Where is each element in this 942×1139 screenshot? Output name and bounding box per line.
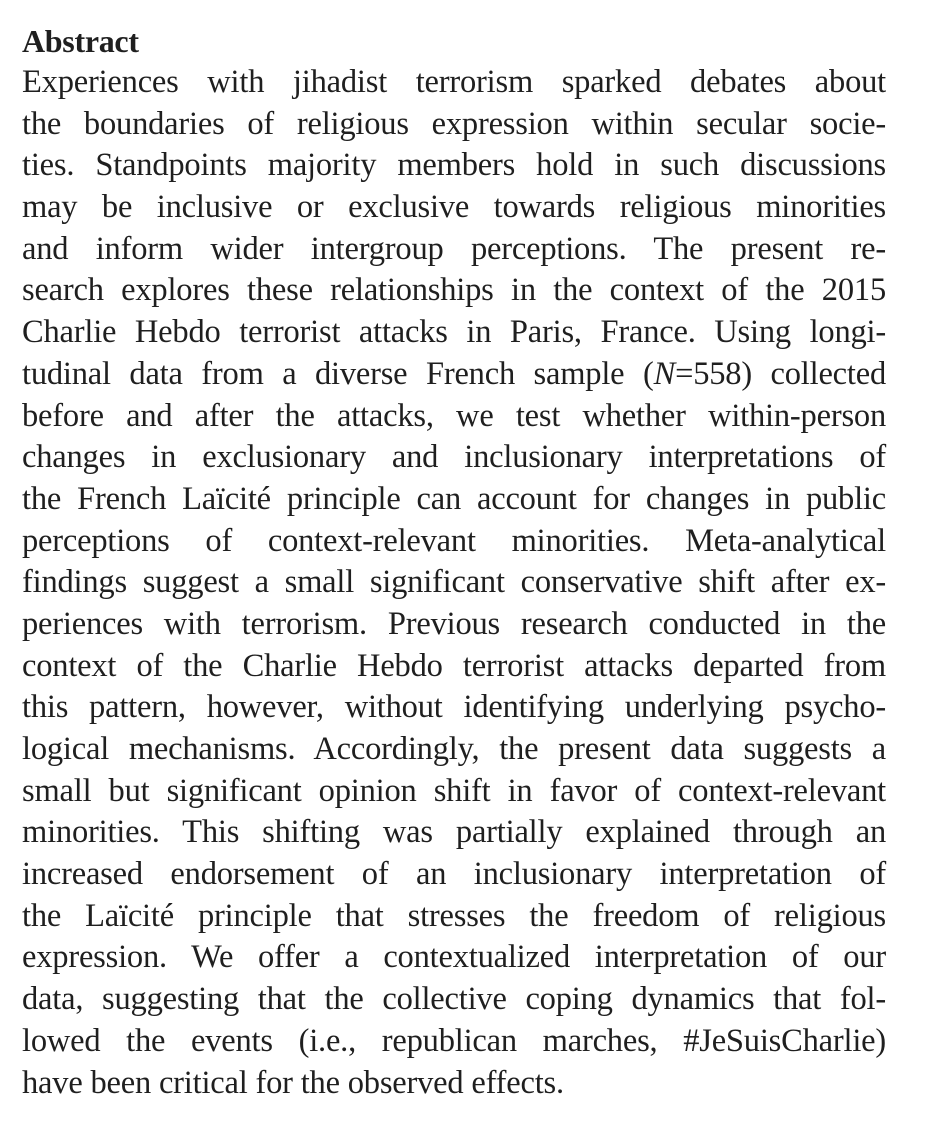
abstract-line: logical mechanisms. Accordingly, the present data suggests a <box>22 731 886 767</box>
abstract-line: small but significant opinion shift in favor of context-relevant <box>22 772 886 809</box>
abstract-body <box>22 62 886 1104</box>
abstract-line: expression. We offer a contextualized interpretation of our <box>22 939 886 976</box>
abstract-line: data, suggesting that the collective coping dynamics that fol- <box>22 981 886 1018</box>
abstract-line: context of the Charlie Hebdo terrorist attacks departed from <box>22 647 886 684</box>
abstract-line: tudinal data from a diverse French sample (N=558) collected <box>22 355 886 392</box>
abstract-line: before and after the attacks, we test whether within-person <box>22 397 886 434</box>
abstract-line: ties. Standpoints majority members hold in such discussions <box>22 147 886 184</box>
abstract-line: Experiences with jihadist terrorism sparked debates about <box>22 64 886 100</box>
abstract-line: the French Laïcité principle can account for changes in public <box>22 480 886 517</box>
abstract-line: increased endorsement of an inclusionary interpretation of <box>22 856 886 893</box>
abstract-line: changes in exclusionary and inclusionary interpretations of <box>22 439 886 476</box>
abstract-heading: Abstract <box>22 23 139 59</box>
abstract-line: have been critical for the observed effects. <box>22 1064 564 1101</box>
sample-size-symbol: N <box>653 355 676 392</box>
abstract-line: findings suggest a small significant conservative shift after ex- <box>22 564 886 601</box>
abstract-line: search explores these relationships in the context of the 2015 <box>22 272 886 309</box>
abstract-line: perceptions of context-relevant minorities. Meta-analytical <box>22 522 886 559</box>
abstract-section <box>22 20 886 1104</box>
abstract-line: and inform wider intergroup perceptions. The present re- <box>22 230 886 267</box>
abstract-line: Charlie Hebdo terrorist attacks in Paris, France. Using longi- <box>22 314 886 351</box>
abstract-line: the Laïcité principle that stresses the freedom of religious <box>22 897 886 934</box>
abstract-line: periences with terrorism. Previous research conducted in the <box>22 605 886 642</box>
abstract-line: lowed the events (i.e., republican marches, #JeSuisCharlie) <box>22 1022 886 1059</box>
abstract-line: this pattern, however, without identifying underlying psycho- <box>22 689 886 726</box>
abstract-line: the boundaries of religious expression within secular socie- <box>22 105 886 142</box>
abstract-line: minorities. This shifting was partially explained through an <box>22 814 886 851</box>
abstract-line: may be inclusive or exclusive towards religious minorities <box>22 189 886 226</box>
